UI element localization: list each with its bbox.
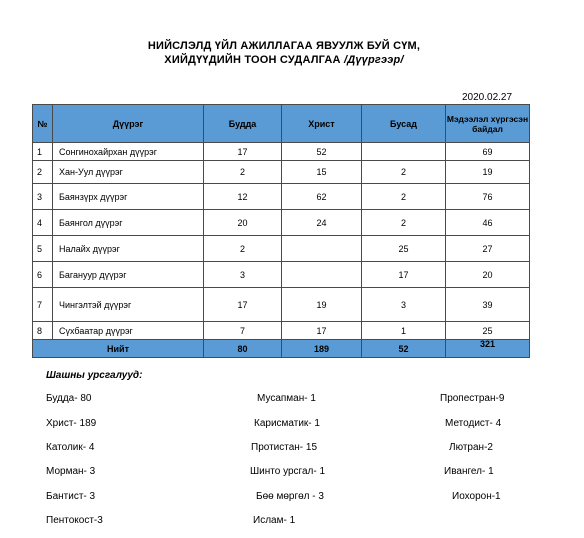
legend-item: Бантист- 3 xyxy=(46,491,96,502)
cell-other xyxy=(362,143,446,161)
cell-buddha: 7 xyxy=(204,322,282,340)
cell-no: 3 xyxy=(33,184,53,210)
cell-other: 2 xyxy=(362,210,446,236)
cell-christ: 17 xyxy=(282,322,362,340)
cell-reported: 20 xyxy=(446,262,530,288)
legend-item: Методист- 4 xyxy=(445,418,502,429)
cell-other: 3 xyxy=(362,288,446,322)
cell-reported: 25 xyxy=(446,322,530,340)
cell-christ: 52 xyxy=(282,143,362,161)
cell-buddha: 2 xyxy=(204,161,282,184)
cell-district: Чингэлтэй дүүрэг xyxy=(53,288,204,322)
legend-item: Бөө мөргөл - 3 xyxy=(256,491,324,502)
legend-item: Католик- 4 xyxy=(46,442,95,453)
cell-no: 8 xyxy=(33,322,53,340)
legend-item: Пентокост-3 xyxy=(46,515,103,526)
cell-district: Хан-Уул дүүрэг xyxy=(53,161,204,184)
cell-christ: 62 xyxy=(282,184,362,210)
cell-reported: 69 xyxy=(446,143,530,161)
legend-item: Карисматик- 1 xyxy=(254,418,320,429)
total-label: Нийт xyxy=(33,340,204,358)
cell-district: Сонгинохайрхан дүүрэг xyxy=(53,143,204,161)
cell-other: 1 xyxy=(362,322,446,340)
table-row xyxy=(33,288,530,322)
legend-title: Шашны урсгалууд: xyxy=(46,370,143,381)
header-district: Дүүрэг xyxy=(53,105,204,143)
cell-reported: 39 xyxy=(446,288,530,322)
report-date: 2020.02.27 xyxy=(462,92,513,103)
cell-no: 7 xyxy=(33,288,53,322)
table-total-row xyxy=(33,340,530,358)
legend-item: Ислам- 1 xyxy=(253,515,296,526)
cell-buddha: 17 xyxy=(204,143,282,161)
header-other: Бусад xyxy=(362,105,446,143)
legend-item: Протистан- 15 xyxy=(251,442,318,453)
cell-reported: 46 xyxy=(446,210,530,236)
legend-item: Шинто урсгал- 1 xyxy=(250,466,326,477)
cell-christ: 15 xyxy=(282,161,362,184)
cell-other: 2 xyxy=(362,184,446,210)
cell-buddha: 3 xyxy=(204,262,282,288)
header-reported: Мэдээлэл хүргэсэн байдал xyxy=(446,105,530,143)
cell-district: Налайх дүүрэг xyxy=(53,236,204,262)
cell-christ: 19 xyxy=(282,288,362,322)
table-row xyxy=(33,262,530,288)
cell-buddha: 2 xyxy=(204,236,282,262)
cell-reported: 76 xyxy=(446,184,530,210)
total-reported: 321 xyxy=(446,340,530,358)
legend-item: Пропестран-9 xyxy=(440,393,505,404)
table-row xyxy=(33,161,530,184)
table-row xyxy=(33,184,530,210)
report-title-line-1: НИЙСЛЭЛД ҮЙЛ АЖИЛЛАГАА ЯВУУЛЖ БУЙ СҮМ, xyxy=(147,40,421,52)
legend-item: Будда- 80 xyxy=(46,393,92,404)
table-row xyxy=(33,143,530,161)
cell-christ xyxy=(282,236,362,262)
cell-district: Баянгол дүүрэг xyxy=(53,210,204,236)
cell-no: 6 xyxy=(33,262,53,288)
cell-district: Сүхбаатар дүүрэг xyxy=(53,322,204,340)
table-row xyxy=(33,210,530,236)
legend-item: Христ- 189 xyxy=(46,418,97,429)
district-table xyxy=(32,104,530,358)
legend-item: Ивангел- 1 xyxy=(444,466,494,477)
report-title-text: ХИЙДҮҮДИЙН ТООН СУДАЛГАА xyxy=(164,54,341,66)
table-row xyxy=(33,236,530,262)
cell-no: 4 xyxy=(33,210,53,236)
cell-reported: 27 xyxy=(446,236,530,262)
cell-no: 5 xyxy=(33,236,53,262)
table-row xyxy=(33,322,530,340)
cell-buddha: 12 xyxy=(204,184,282,210)
cell-district: Баянзүрх дүүрэг xyxy=(53,184,204,210)
legend-item: Мусапман- 1 xyxy=(257,393,316,404)
header-buddha: Будда xyxy=(204,105,282,143)
cell-buddha: 17 xyxy=(204,288,282,322)
legend-item: Лютран-2 xyxy=(449,442,493,453)
total-christ: 189 xyxy=(282,340,362,358)
total-other: 52 xyxy=(362,340,446,358)
header-no: № xyxy=(33,105,53,143)
cell-christ xyxy=(282,262,362,288)
legend-item: Морман- 3 xyxy=(46,466,96,477)
cell-no: 2 xyxy=(33,161,53,184)
table-header-row xyxy=(33,105,530,143)
cell-buddha: 20 xyxy=(204,210,282,236)
cell-other: 2 xyxy=(362,161,446,184)
header-christ: Христ xyxy=(282,105,362,143)
cell-other: 17 xyxy=(362,262,446,288)
cell-other: 25 xyxy=(362,236,446,262)
cell-district: Багануур дүүрэг xyxy=(53,262,204,288)
legend-item: Иохорон-1 xyxy=(452,491,501,502)
cell-reported: 19 xyxy=(446,161,530,184)
cell-no: 1 xyxy=(33,143,53,161)
total-buddha: 80 xyxy=(204,340,282,358)
report-title-line-2 xyxy=(0,54,576,67)
report-title-source: /Дүүргээр/ xyxy=(343,54,404,66)
cell-christ: 24 xyxy=(282,210,362,236)
